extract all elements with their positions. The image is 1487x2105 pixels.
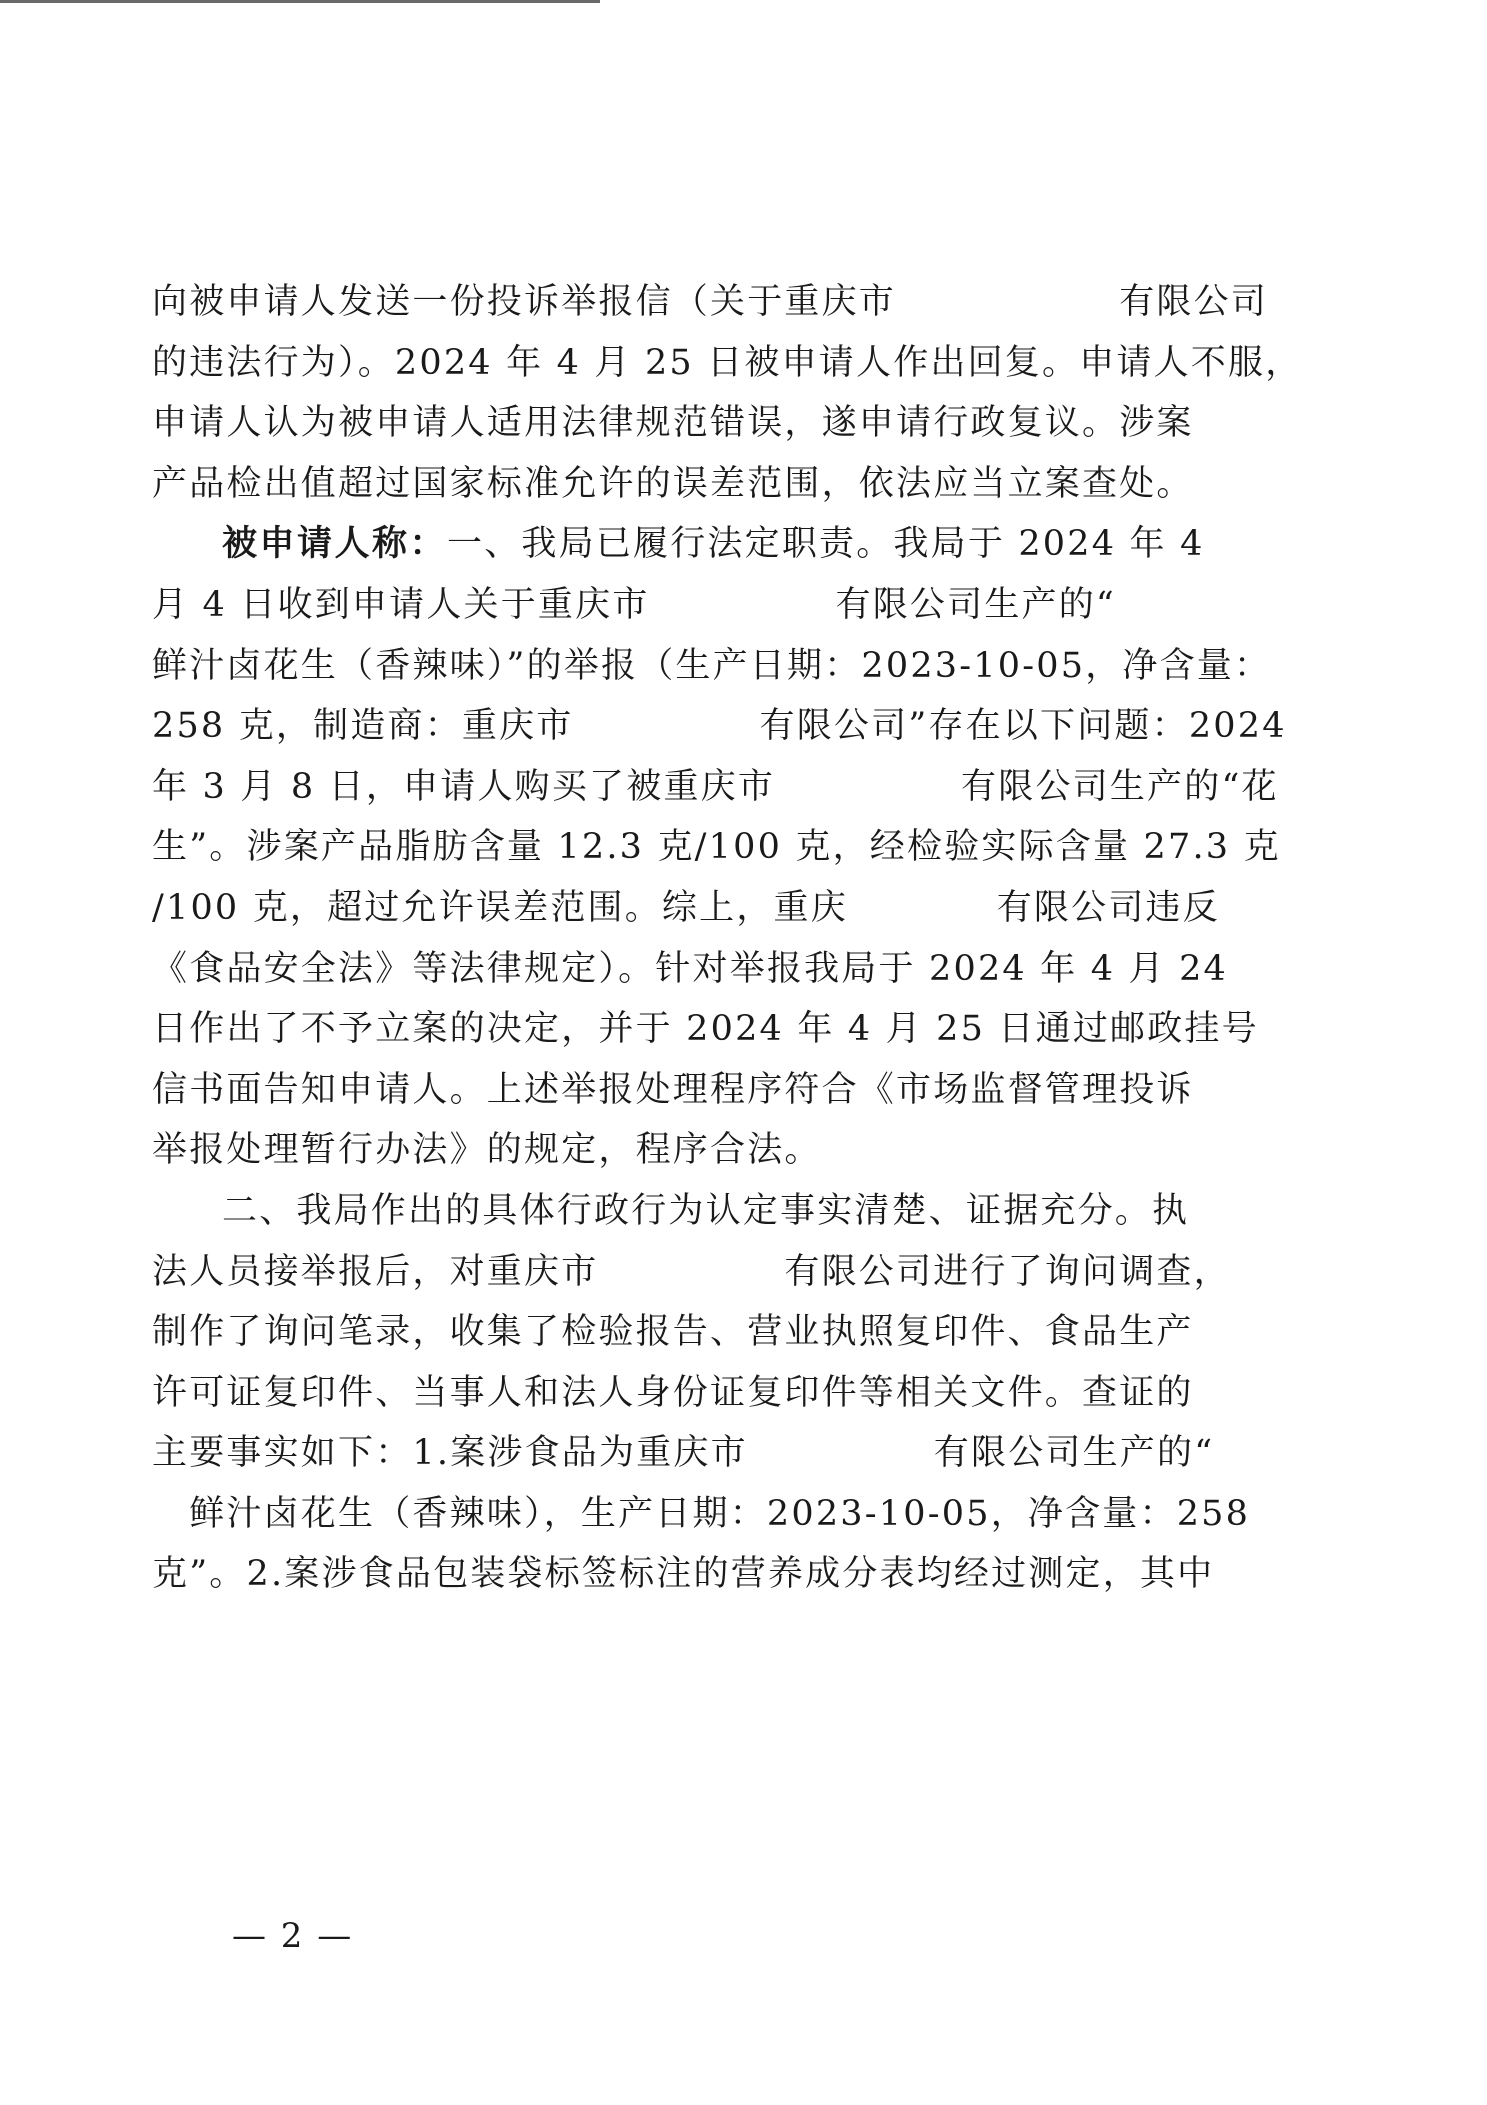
- section-label: 被申请人称：: [222, 523, 448, 565]
- text-line: 月 4 日收到申请人关于重庆市 有限公司生产的“: [152, 584, 1117, 625]
- text-line: 主要事实如下：1.案涉食品为重庆市 有限公司生产的“: [152, 1433, 1215, 1474]
- page-number: — 2 —: [232, 1916, 354, 1956]
- text-line: 许可证复印件、当事人和法人身份证复印件等相关文件。查证的: [152, 1372, 1194, 1413]
- text-line: 克”。2.案涉食品包装袋标签标注的营养成分表均经过测定，其中: [152, 1554, 1215, 1595]
- text-line: 申请人认为被申请人适用法律规范错误，遂申请行政复议。涉案: [152, 403, 1194, 444]
- text-line: 二、我局作出的具体行政行为认定事实清楚、证据充分。执: [222, 1190, 1190, 1231]
- text-line: 举报处理暂行办法》的规定，程序合法。: [152, 1130, 822, 1171]
- text-line: 信书面告知申请人。上述举报处理程序符合《市场监督管理投诉: [152, 1069, 1194, 1110]
- text-line: /100 克，超过允许误差范围。综上，重庆 有限公司违反: [152, 887, 1220, 928]
- text-line: 的违法行为）。2024 年 4 月 25 日被申请人作出回复。申请人不服，: [152, 342, 1303, 383]
- text-line: 日作出了不予立案的决定，并于 2024 年 4 月 25 日通过邮政挂号: [152, 1009, 1259, 1050]
- text-line: 258 克，制造商：重庆市 有限公司”存在以下问题：2024: [152, 706, 1287, 747]
- text-line: 产品检出值超过国家标准允许的误差范围，依法应当立案查处。: [152, 463, 1194, 504]
- text-line: 年 3 月 8 日，申请人购买了被重庆市 有限公司生产的“花: [152, 766, 1279, 807]
- text-line: 法人员接举报后，对重庆市 有限公司进行了询问调查，: [152, 1251, 1231, 1292]
- text-line: 生”。涉案产品脂肪含量 12.3 克/100 克，经检验实际含量 27.3 克: [152, 827, 1281, 868]
- text-line: [152, 514, 1277, 575]
- top-edge-rule: [0, 0, 600, 3]
- text-line: 鲜汁卤花生（香辣味），生产日期：2023-10-05，净含量：258: [152, 1493, 1251, 1534]
- line-text: 一、我局已履行法定职责。我局于 2024 年 4: [447, 524, 1205, 565]
- text-line: 鲜汁卤花生（香辣味）”的举报（生产日期：2023-10-05，净含量：: [152, 645, 1272, 686]
- text-line: 向被申请人发送一份投诉举报信（关于重庆市 有限公司: [152, 282, 1269, 322]
- text-line: 制作了询问笔录，收集了检验报告、营业执照复印件、食品生产: [152, 1312, 1194, 1353]
- text-line: 《食品安全法》等法律规定）。针对举报我局于 2024 年 4 月 24: [152, 948, 1229, 989]
- document-body: [152, 272, 1303, 1605]
